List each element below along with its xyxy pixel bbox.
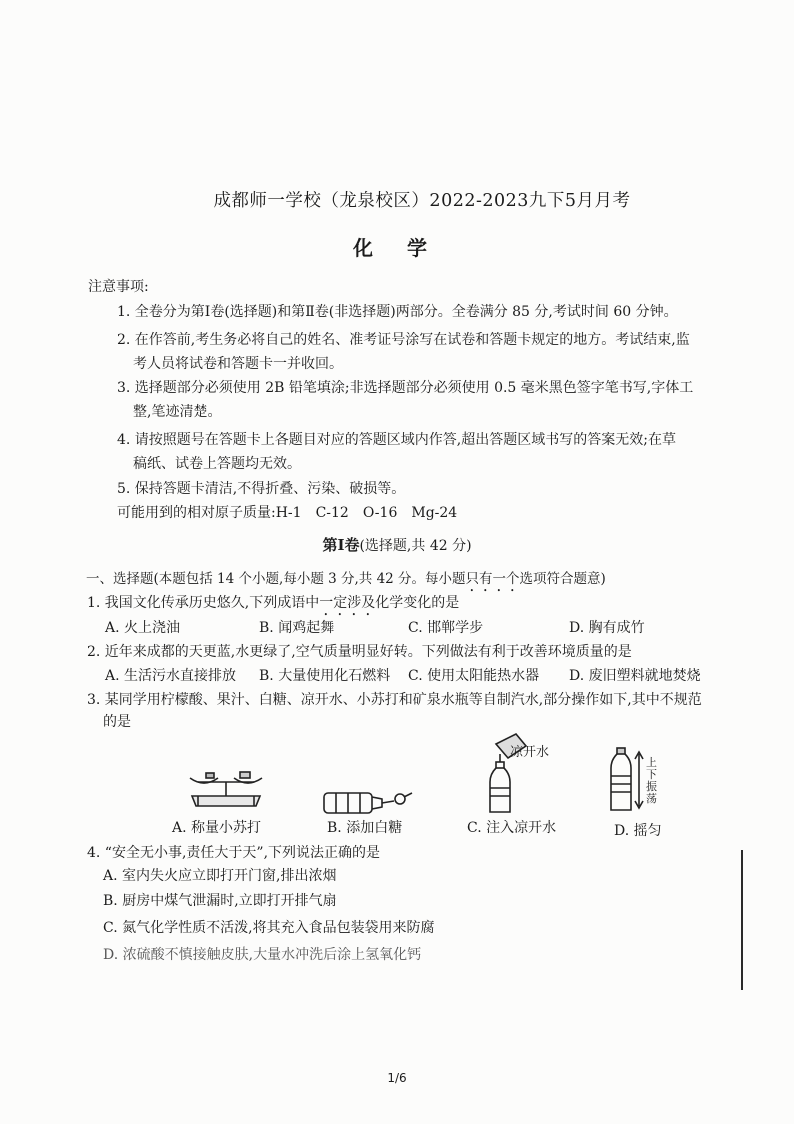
note-item: 5. 保持答题卡清洁,不得折叠、污染、破损等。 — [117, 481, 406, 497]
note-item: 4. 请按照题号在答题卡上各题目对应的答题区域内作答,超出答题区域书写的答案无效;在草 — [117, 432, 676, 448]
note-item: 2. 在作答前,考生务必将自己的姓名、准考证号涂写在试卷和答题卡规定的地方。考试结束,监 — [117, 332, 690, 348]
q1-option-b: B. 闻鸡起舞 — [259, 620, 335, 636]
water-label: 凉开水 — [510, 745, 550, 760]
q4-option-c: C. 氮气化学性质不活泼,将其充入食品包装袋用来防腐 — [103, 920, 435, 936]
q1-stem-emph: 一定涉及 — [319, 595, 376, 611]
part1-heading — [86, 567, 606, 595]
q1-option-d: D. 胸有成竹 — [569, 620, 645, 636]
q3-caption-c: C. 注入凉开水 — [467, 820, 557, 836]
q2-stem: 2. 近年来成都的天更蓝,水更绿了,空气质量明显好转。下列做法有利于改善环境质量的是 — [87, 644, 632, 660]
q2-option-d: D. 废旧塑料就地焚烧 — [569, 668, 701, 684]
note-item: 考人员将试卷和答题卡一并收回。 — [133, 356, 343, 372]
section-subtitle: (选择题,共 42 分) — [359, 538, 472, 554]
q4-option-a: A. 室内失火应立即打开门窗,排出浓烟 — [103, 868, 337, 884]
q2-option-c: C. 使用太阳能热水器 — [408, 668, 540, 684]
note-item: 3. 选择题部分必须使用 2B 铅笔填涂;非选择题部分必须使用 0.5 毫米黑色签字笔书写,字体工 — [117, 380, 694, 396]
q3-caption-d: D. 摇匀 — [614, 823, 662, 839]
atomic-masses: 可能用到的相对原子质量:H-1 C-12 O-16 Mg-24 — [117, 505, 458, 521]
q1-stem-prefix: 1. 我国文化传承历史悠久,下列成语中 — [87, 595, 320, 611]
q1-stem-suffix: 化学变化的是 — [375, 595, 460, 611]
q4-option-d: D. 浓硫酸不慎接触皮肤,大量水冲洗后涂上氢氧化钙 — [103, 947, 422, 963]
shake-bottle-figure — [609, 748, 669, 812]
notes-heading: 注意事项: — [88, 279, 149, 295]
balance-scale-figure — [184, 766, 268, 812]
q1-option-a: A. 火上浇油 — [105, 620, 181, 636]
q1-stem — [87, 592, 459, 619]
exam-title: 成都师一学校（龙泉校区）2022-2023九下5月月考 — [213, 191, 631, 211]
part1-heading-suffix: 选项符合题意) — [519, 571, 606, 587]
section-title — [0, 534, 794, 555]
q2-option-b: B. 大量使用化石燃料 — [259, 668, 391, 684]
q3-caption-a: A. 称量小苏打 — [172, 820, 262, 836]
q4-option-b: B. 厨房中煤气泄漏时,立即打开排气扇 — [103, 893, 337, 909]
page-number: 1/6 — [387, 1071, 407, 1085]
note-item: 整,笔迹清楚。 — [133, 404, 222, 420]
add-sugar-figure — [322, 787, 414, 817]
part1-heading-emph: 只有一个 — [465, 571, 520, 587]
section-title-main: 第Ⅰ卷 — [322, 536, 360, 554]
q2-option-a: A. 生活污水直接排放 — [105, 668, 237, 684]
scan-edge-line — [741, 850, 743, 990]
note-item: 稿纸、试卷上答题均无效。 — [133, 456, 301, 472]
q1-option-c: C. 邯郸学步 — [408, 620, 484, 636]
shake-label: 上下振荡 — [646, 756, 657, 805]
part1-heading-prefix: 一、选择题(本题包括 14 个小题,每小题 3 分,共 42 分。每小题 — [86, 571, 466, 587]
note-item: 1. 全卷分为第Ⅰ卷(选择题)和第Ⅱ卷(非选择题)两部分。全卷满分 85 分,考试时间 60 分钟。 — [117, 304, 678, 320]
q3-stem-line1: 3. 某同学用柠檬酸、果汁、白糖、凉开水、小苏打和矿泉水瓶等自制汽水,部分操作如下,其中不规范 — [87, 692, 702, 708]
q3-caption-b: B. 添加白糖 — [327, 820, 403, 836]
subject-title: 化学 — [353, 236, 461, 260]
q4-stem: 4. “安全无小事,责任大于天”,下列说法正确的是 — [87, 845, 381, 861]
q3-stem-line2: 的是 — [103, 714, 131, 730]
